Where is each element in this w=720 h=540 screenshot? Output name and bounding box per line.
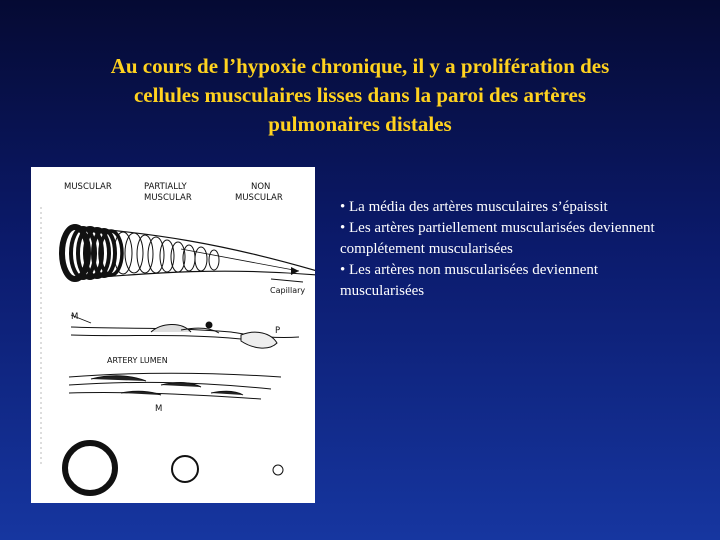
title-line-3: pulmonaires distales	[268, 112, 452, 136]
label-partially-2: MUSCULAR	[144, 193, 192, 203]
label-non-2: MUSCULAR	[235, 193, 283, 203]
label-muscular: MUSCULAR	[64, 182, 112, 192]
section-lower	[69, 373, 281, 399]
slide-title	[40, 52, 680, 139]
artery-diagram	[31, 167, 315, 503]
bullet-partial-muscularized: • Les artères partiellement muscularisées deviennent complétement muscularisées	[340, 220, 655, 257]
label-m-bottom: M	[155, 404, 163, 414]
muscular-rings	[62, 227, 122, 279]
bullet-list	[340, 197, 680, 302]
label-artery-lumen: ARTERY LUMEN	[107, 356, 168, 365]
label-m-top: M	[71, 312, 79, 322]
cross-sections	[65, 443, 283, 493]
bullet-media-thickens: • La média des artères musculaires s’épaissit	[340, 199, 608, 215]
title-line-2: cellules musculaires lisses dans la paroi des artères	[133, 83, 587, 107]
label-non-1: NON	[251, 182, 271, 192]
label-p: P	[275, 326, 281, 336]
section-upper	[71, 315, 299, 348]
title-line-1: Au cours de l’hypoxie chronique, il y a prolifération des	[110, 54, 610, 78]
label-capillary: Capillary	[270, 286, 306, 295]
bullet-non-muscularized: • Les artères non muscularisées deviennent muscularisées	[340, 262, 599, 299]
artery-muscularization-figure	[31, 167, 315, 503]
label-partially-1: PARTIALLY	[144, 182, 187, 192]
